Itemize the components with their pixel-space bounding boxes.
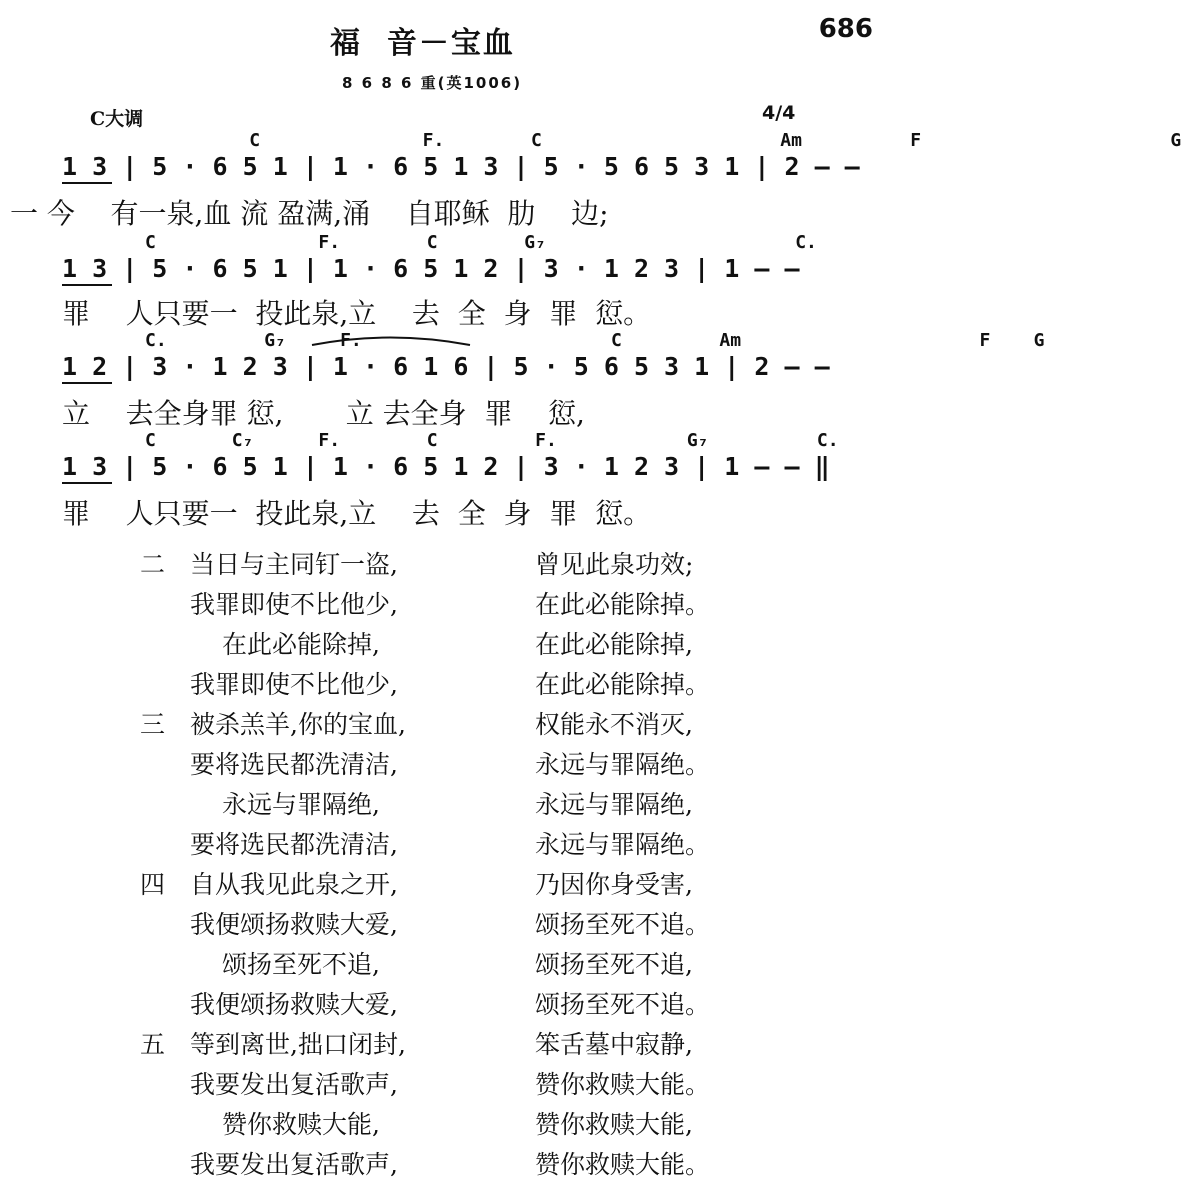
stanza-line: 颂扬至死不追。 [535, 990, 711, 1019]
lyric-line-4: 罪 人只要一 投此泉,立 去 全 身 罪 愆。 [62, 497, 652, 530]
time-signature: 4/4 [762, 102, 796, 124]
stanza-line: 等到离世,拙口闭封, [190, 1030, 406, 1059]
stanza-number: 四 [140, 870, 166, 899]
stanza-line: 要将选民都洗清洁, [190, 830, 398, 859]
lyric-line-3: 立 去全身罪 愆, 立 去全身 罪 愆, [62, 397, 585, 430]
stanza-line: 永远与罪隔绝。 [535, 830, 711, 859]
stanza-number: 三 [140, 710, 166, 739]
stanza-line: 在此必能除掉。 [535, 590, 711, 619]
stanza-line: 颂扬至死不追, [535, 950, 693, 979]
stanza-line: 赞你救赎大能。 [535, 1150, 711, 1179]
stanza-line: 乃因你身受害, [535, 870, 693, 899]
chord-line-3: C. G₇ F. C Am F G [145, 330, 1045, 351]
stanza-line: 在此必能除掉, [535, 630, 693, 659]
stanza-line: 赞你救赎大能, [535, 1110, 693, 1139]
stanza-line: 笨舌墓中寂静, [535, 1030, 693, 1059]
tie-mark [312, 338, 470, 346]
lyric-line-2: 罪 人只要一 投此泉,立 去 全 身 罪 愆。 [62, 297, 652, 330]
stanza-line: 曾见此泉功效; [535, 550, 694, 579]
hymn-number: 686 [818, 14, 873, 44]
stanza-line: 我要发出复活歌声, [190, 1150, 398, 1179]
stanza-line: 永远与罪隔绝。 [535, 750, 711, 779]
stanza-line: 永远与罪隔绝, [535, 790, 693, 819]
notation-line-4: 1 3 | 5 · 6 5 1 | 1 · 6 5 1 2 | 3 · 1 2 3 | 1 — — ‖ [62, 452, 830, 481]
stanza-line: 在此必能除掉。 [535, 670, 711, 699]
stanza-line: 自从我见此泉之开, [190, 870, 398, 899]
stanza-line: 被杀羔羊,你的宝血, [190, 710, 406, 739]
stanza-line: 我要发出复活歌声, [190, 1070, 398, 1099]
stanza-line: 颂扬至死不追。 [535, 910, 711, 939]
stanza-line: 权能永不消灭, [535, 710, 693, 739]
stanza-line: 当日与主同钉一盗, [190, 550, 398, 579]
stanza-line: 我便颂扬救赎大爱, [190, 990, 398, 1019]
chord-line-1: C F. C Am F G [0, 130, 1181, 151]
stanza-line: 我罪即使不比他少, [190, 670, 398, 699]
notation-line-3: 1 2 | 3 · 1 2 3 | 1 · 6 1 6 | 5 · 5 6 5 3 1 | 2 — — [62, 352, 830, 381]
hymn-title: 福 音－宝血 [330, 26, 515, 61]
notation-marks [0, 0, 885, 560]
lyric-line-1: 一 今 有一泉,血 流 盈满,涌 自耶稣 肋 边; [10, 197, 609, 230]
stanza-line: 我便颂扬救赎大爱, [190, 910, 398, 939]
stanza-line: 在此必能除掉, [222, 630, 380, 659]
stanza-line: 要将选民都洗清洁, [190, 750, 398, 779]
stanza-number: 二 [140, 550, 166, 579]
stanza-line: 赞你救赎大能, [222, 1110, 380, 1139]
notation-line-1: 1 3 | 5 · 6 5 1 | 1 · 6 5 1 3 | 5 · 5 6 5 3 1 | 2 — — [62, 152, 860, 181]
stanza-line: 我罪即使不比他少, [190, 590, 398, 619]
stanza-line: 赞你救赎大能。 [535, 1070, 711, 1099]
chord-line-2: C F. C G₇ C. [145, 232, 817, 253]
stanza-line: 永远与罪隔绝, [222, 790, 380, 819]
notation-line-2: 1 3 | 5 · 6 5 1 | 1 · 6 5 1 2 | 3 · 1 2 3 | 1 — — [62, 254, 800, 283]
meter-line: 8 6 8 6 重(英1006) [342, 74, 523, 92]
chord-line-4: C C₇ F. C F. G₇ C. [145, 430, 839, 451]
key-signature: C大调 [90, 108, 144, 130]
stanza-number: 五 [140, 1030, 166, 1059]
stanza-line: 颂扬至死不追, [222, 950, 380, 979]
